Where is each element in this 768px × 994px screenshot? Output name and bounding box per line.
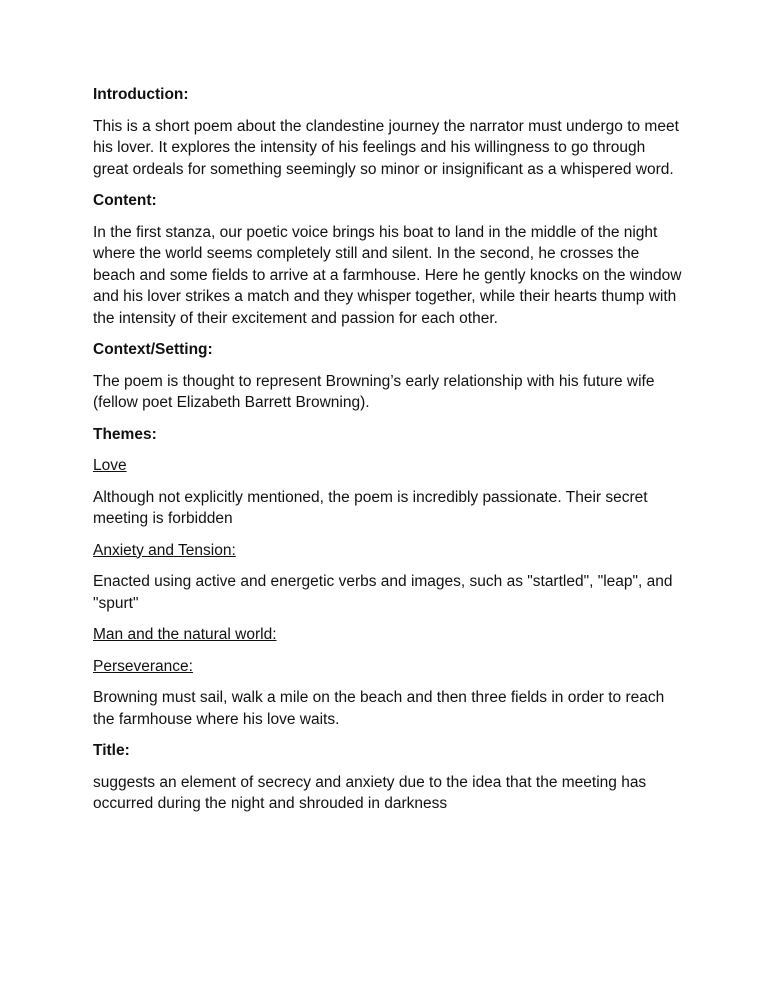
theme-love-paragraph: Although not explicitly mentioned, the poem is incredibly passionate. Their secret meeting is forbidden <box>93 488 648 527</box>
context-paragraph: The poem is thought to represent Browning’s early relationship with his future wife (fellow poet Elizabeth Barrett Browning). <box>93 372 655 411</box>
introduction-paragraph: This is a short poem about the clandestine journey the narrator must undergo to meet his lover. It explores the intensity of his feelings and his willingness to go through great ordeals for something seemingly so minor or insignificant as a whispered word. <box>93 117 679 178</box>
themes-heading: Themes: <box>93 425 157 443</box>
theme-anxiety-paragraph: Enacted using active and energetic verbs and images, such as "startled", "leap", and "spurt" <box>93 573 673 612</box>
context-heading: Context/Setting: <box>93 341 213 358</box>
theme-perseverance-paragraph: Browning must sail, walk a mile on the beach and then three fields in order to reach the farmhouse where his love waits. <box>93 689 665 728</box>
content-heading: Content: <box>93 192 157 209</box>
introduction-heading: Introduction: <box>93 86 189 103</box>
title-heading: Title: <box>93 742 130 759</box>
theme-love-heading: Love <box>93 457 127 474</box>
title-paragraph: suggests an element of secrecy and anxiety due to the idea that the meeting has occurred during the night and shrouded in darkness <box>93 773 647 812</box>
document-page <box>93 84 683 825</box>
theme-anxiety-heading: Anxiety and Tension: <box>93 541 236 559</box>
content-paragraph: In the first stanza, our poetic voice brings his boat to land in the middle of the night where the world seems completely still and silent. In the second, he crosses the beach and some fields to arrive at a farmhouse. Here he gently knocks on the window and his lover strikes a match and they whisper together, while their hearts thump with the intensity of their excitement and passion for each other. <box>93 223 682 327</box>
theme-perseverance-heading: Perseverance: <box>93 657 193 675</box>
theme-nature-heading: Man and the natural world: <box>93 626 277 643</box>
